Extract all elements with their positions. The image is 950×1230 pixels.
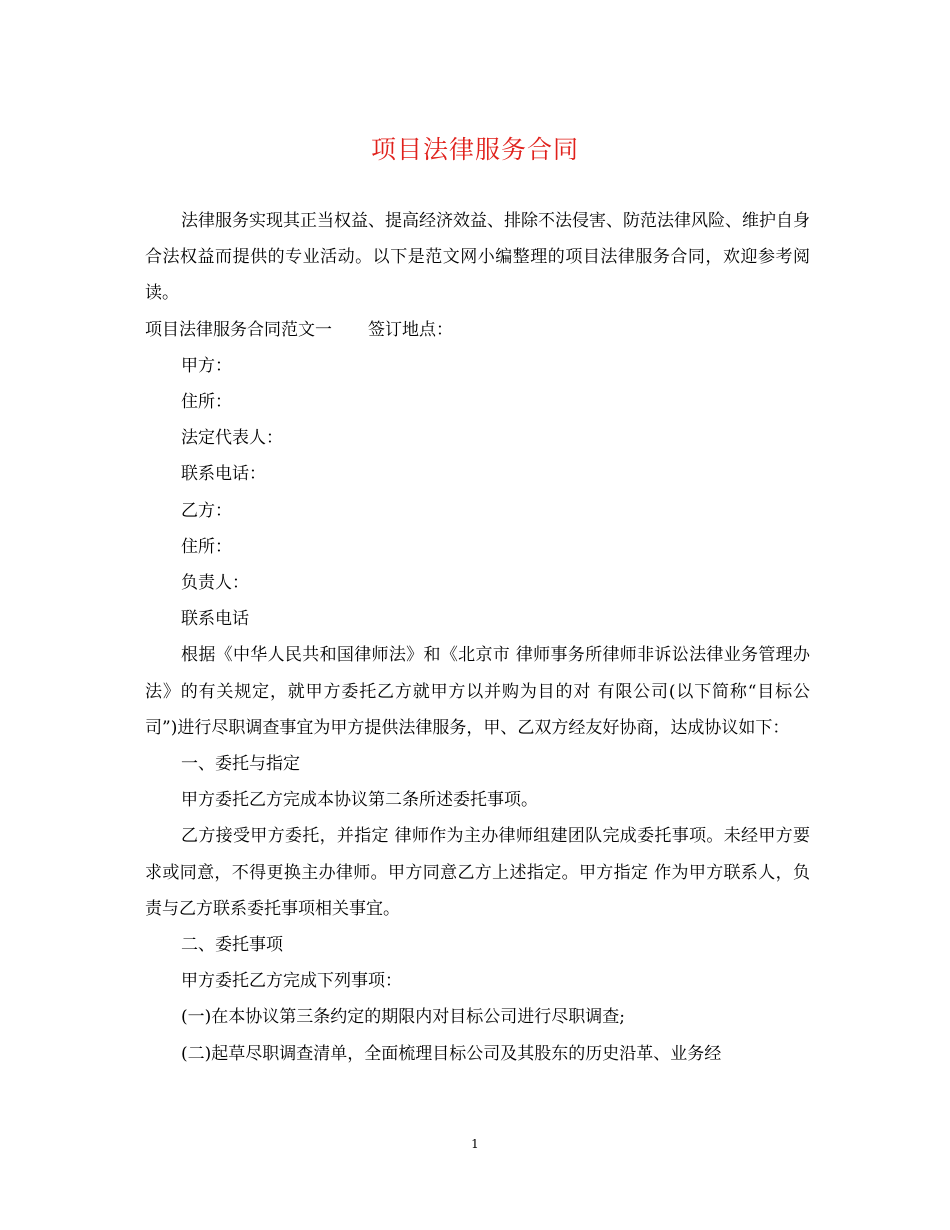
party-b-address-label: 住所：	[181, 536, 232, 557]
document-body	[145, 203, 810, 1072]
section2-heading: 二、委托事项	[181, 935, 283, 956]
sample-heading: 项目法律服务合同范文一	[145, 319, 332, 340]
party-b-head-label: 负责人：	[181, 573, 249, 594]
section2-item-2: (二)起草尽职调查清单，全面梳理目标公司及其股东的历史沿革、业务经	[181, 1043, 722, 1064]
section2-paragraph-1: 甲方委托乙方完成下列事项：	[181, 971, 402, 992]
party-b-phone-label: 联系电话	[181, 609, 249, 630]
section2-item-1: (一)在本协议第三条约定的期限内对目标公司进行尽职调查;	[181, 1007, 625, 1028]
party-a-label: 甲方：	[181, 355, 232, 376]
sample-heading-line	[145, 312, 810, 348]
section1-paragraph-2: 乙方接受甲方委托，并指定 律师作为主办律师组建团队完成委托事项。未经甲方要求或同意，不得更换主办律师。甲方同意乙方上述指定。甲方指定 作为甲方联系人，负责与乙方联系委托事项相关事宜。	[145, 826, 810, 919]
party-b-label: 乙方：	[181, 500, 232, 521]
section1-heading: 一、委托与指定	[181, 754, 300, 775]
party-a-representative-label: 法定代表人：	[181, 428, 283, 449]
basis-paragraph: 根据《中华人民共和国律师法》和《北京市 律师事务所律师非诉讼法律业务管理办法》的有关规定，就甲方委托乙方就甲方以并购为目的对 有限公司(以下简称“目标公司”)进行尽职调查事宜为甲方提供法律服务，甲、乙双方经友好协商，达成协议如下：	[145, 645, 810, 738]
sign-place-label: 签订地点：	[368, 319, 453, 340]
document-title: 项目法律服务合同	[370, 135, 579, 164]
party-a-address-label: 住所：	[181, 392, 232, 413]
intro-paragraph: 法律服务实现其正当权益、提高经济效益、排除不法侵害、防范法律风险、维护自身合法权益而提供的专业活动。以下是范文网小编整理的项目法律服务合同，欢迎参考阅读。	[145, 211, 810, 304]
party-a-phone-label: 联系电话：	[181, 464, 266, 485]
section1-paragraph-1: 甲方委托乙方完成本协议第二条所述委托事项。	[181, 790, 538, 811]
page-number: 1	[471, 1137, 479, 1151]
